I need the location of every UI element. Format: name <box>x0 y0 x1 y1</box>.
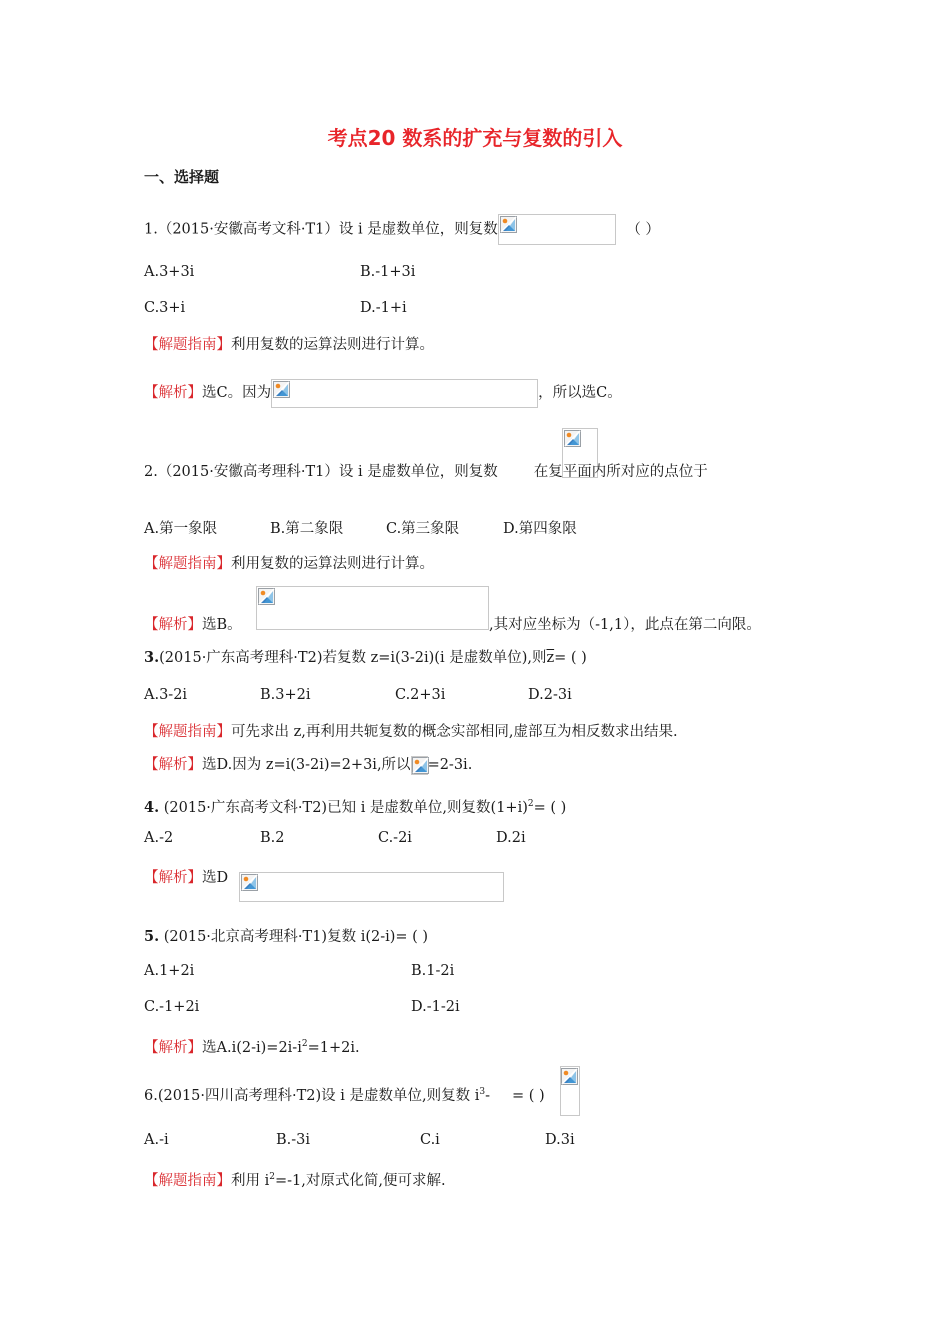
formula-image <box>256 586 489 630</box>
question-2-text-end: 在复平面内所对应的点位于 <box>533 464 708 480</box>
broken-image-icon <box>273 381 290 398</box>
analysis-text-end: ，所以选C。 <box>538 385 622 401</box>
option-a: A.第一象限 <box>144 521 218 537</box>
hint-text: 可先求出 z,再利用共轭复数的概念实部相同,虚部互为相反数求出结果. <box>231 724 678 740</box>
question-4-text: (2015·广东高考文科·T2)已知 i 是虚数单位,则复数(1+i) <box>159 799 528 816</box>
question-2-text: 2.（2015·安徽高考理科·T1）设 i 是虚数单位，则复数 <box>144 464 498 480</box>
option-d: D.3i <box>545 1132 575 1148</box>
option-d: D.-1-2i <box>411 999 460 1015</box>
option-c: C.-1+2i <box>144 999 200 1015</box>
option-a: A.3-2i <box>144 687 188 703</box>
broken-image-icon <box>241 874 258 891</box>
hint-text: 利用复数的运算法则进行计算。 <box>231 556 434 572</box>
analysis-text: 选C。因为 <box>202 385 272 401</box>
formula-image <box>239 872 504 902</box>
question-5 <box>144 927 428 947</box>
answer-paren: （ ） <box>626 221 660 238</box>
option-c: C.-2i <box>378 830 412 846</box>
option-c: C.第三象限 <box>386 521 460 537</box>
hint-tag: 【解题指南】 <box>144 556 231 572</box>
analysis-text-end: =1+2i. <box>307 1039 360 1056</box>
option-d: D.-1+i <box>360 300 407 316</box>
broken-image-icon <box>561 1068 578 1085</box>
hint-tag: 【解题指南】 <box>144 337 231 353</box>
analysis-text-end: =2-3i. <box>427 757 473 773</box>
broken-image-icon <box>564 430 581 447</box>
broken-image-icon <box>258 588 275 605</box>
broken-image-icon <box>500 216 517 233</box>
page-title: 考点20 数系的扩充与复数的引入 <box>327 126 623 150</box>
question-6-text-end: = ( ) <box>512 1087 545 1104</box>
hint-text-end: =-1,对原式化简,便可求解. <box>274 1172 446 1189</box>
superscript: 2 <box>527 799 534 809</box>
superscript: 3 <box>479 1087 486 1097</box>
z-bar: $\overline{z}$ <box>546 650 555 666</box>
question-5-text: (2015·北京高考理科·T1)复数 i(2-i)= ( ) <box>159 929 429 945</box>
superscript: 2 <box>269 1172 275 1182</box>
question-3-text: (2015·广东高考理科·T2)若复数 z=i(3-2i)(i 是虚数单位),则 <box>159 650 547 666</box>
question-number: 4. <box>144 798 160 816</box>
minus-sign: - <box>485 1087 491 1104</box>
question-1-text: 1.（2015·安徽高考文科·T1）设 i 是虚数单位，则复数 <box>144 221 498 238</box>
question-number: 3. <box>144 649 160 666</box>
analysis-4 <box>144 868 228 888</box>
option-b: B.3+2i <box>260 687 311 703</box>
question-4-text-end: = ( ) <box>533 799 567 816</box>
question-3-text-end: = ( ) <box>554 650 587 666</box>
analysis-text: 选B。 <box>202 617 242 633</box>
question-6-text: 6.(2015·四川高考理科·T2)设 i 是虚数单位,则复数 i <box>144 1087 480 1104</box>
formula-image <box>271 379 538 408</box>
question-1 <box>144 214 660 245</box>
option-a: A.-i <box>144 1132 169 1148</box>
hint-text: 利用 i <box>231 1172 270 1189</box>
analysis-tag: 【解析】 <box>144 870 202 886</box>
question-3 <box>144 648 587 668</box>
hint-2 <box>144 554 434 574</box>
section-heading: 一、选择题 <box>144 168 220 186</box>
option-b: B.2 <box>260 830 285 846</box>
option-c: C.i <box>420 1132 440 1148</box>
hint-tag: 【解题指南】 <box>144 1172 231 1189</box>
analysis-1 <box>144 378 622 408</box>
option-d: D.第四象限 <box>503 521 577 537</box>
formula-image <box>560 1066 580 1116</box>
analysis-tag: 【解析】 <box>144 757 202 773</box>
option-c: C.2+3i <box>395 687 446 703</box>
option-b: B.-3i <box>276 1132 311 1148</box>
analysis-5 <box>144 1034 360 1058</box>
hint-6 <box>144 1167 446 1191</box>
hint-1 <box>144 335 434 355</box>
option-d: D.2-3i <box>528 687 572 703</box>
option-c: C.3+i <box>144 300 186 316</box>
analysis-text: 选D.因为 z=i(3-2i)=2+3i,所以 <box>202 757 411 773</box>
option-a: A.-2 <box>144 830 174 846</box>
hint-tag: 【解题指南】 <box>144 724 231 740</box>
broken-image-icon <box>412 757 429 774</box>
option-a: A.3+3i <box>144 264 195 280</box>
superscript: 2 <box>301 1039 308 1049</box>
analysis-2-end: ,其对应坐标为（-1,1），此点在第二向限。 <box>489 617 761 633</box>
question-6 <box>144 1082 545 1106</box>
analysis-2 <box>144 615 242 635</box>
option-b: B.1-2i <box>411 963 455 979</box>
option-b: B.第二象限 <box>270 521 344 537</box>
analysis-text: 选D <box>202 870 229 886</box>
analysis-tag: 【解析】 <box>144 1039 202 1056</box>
formula-image <box>411 756 428 775</box>
question-number: 5. <box>144 928 160 945</box>
analysis-tag: 【解析】 <box>144 617 202 633</box>
question-4 <box>144 794 566 818</box>
option-b: B.-1+3i <box>360 264 416 280</box>
option-a: A.1+2i <box>144 963 195 979</box>
analysis-tag: 【解析】 <box>144 385 202 401</box>
analysis-3 <box>144 755 472 775</box>
formula-image <box>498 214 616 245</box>
question-2 <box>144 462 708 482</box>
hint-text: 利用复数的运算法则进行计算。 <box>231 337 434 353</box>
option-d: D.2i <box>496 830 526 846</box>
analysis-text: 选A.i(2-i)=2i-i <box>202 1039 302 1056</box>
hint-3 <box>144 722 678 742</box>
